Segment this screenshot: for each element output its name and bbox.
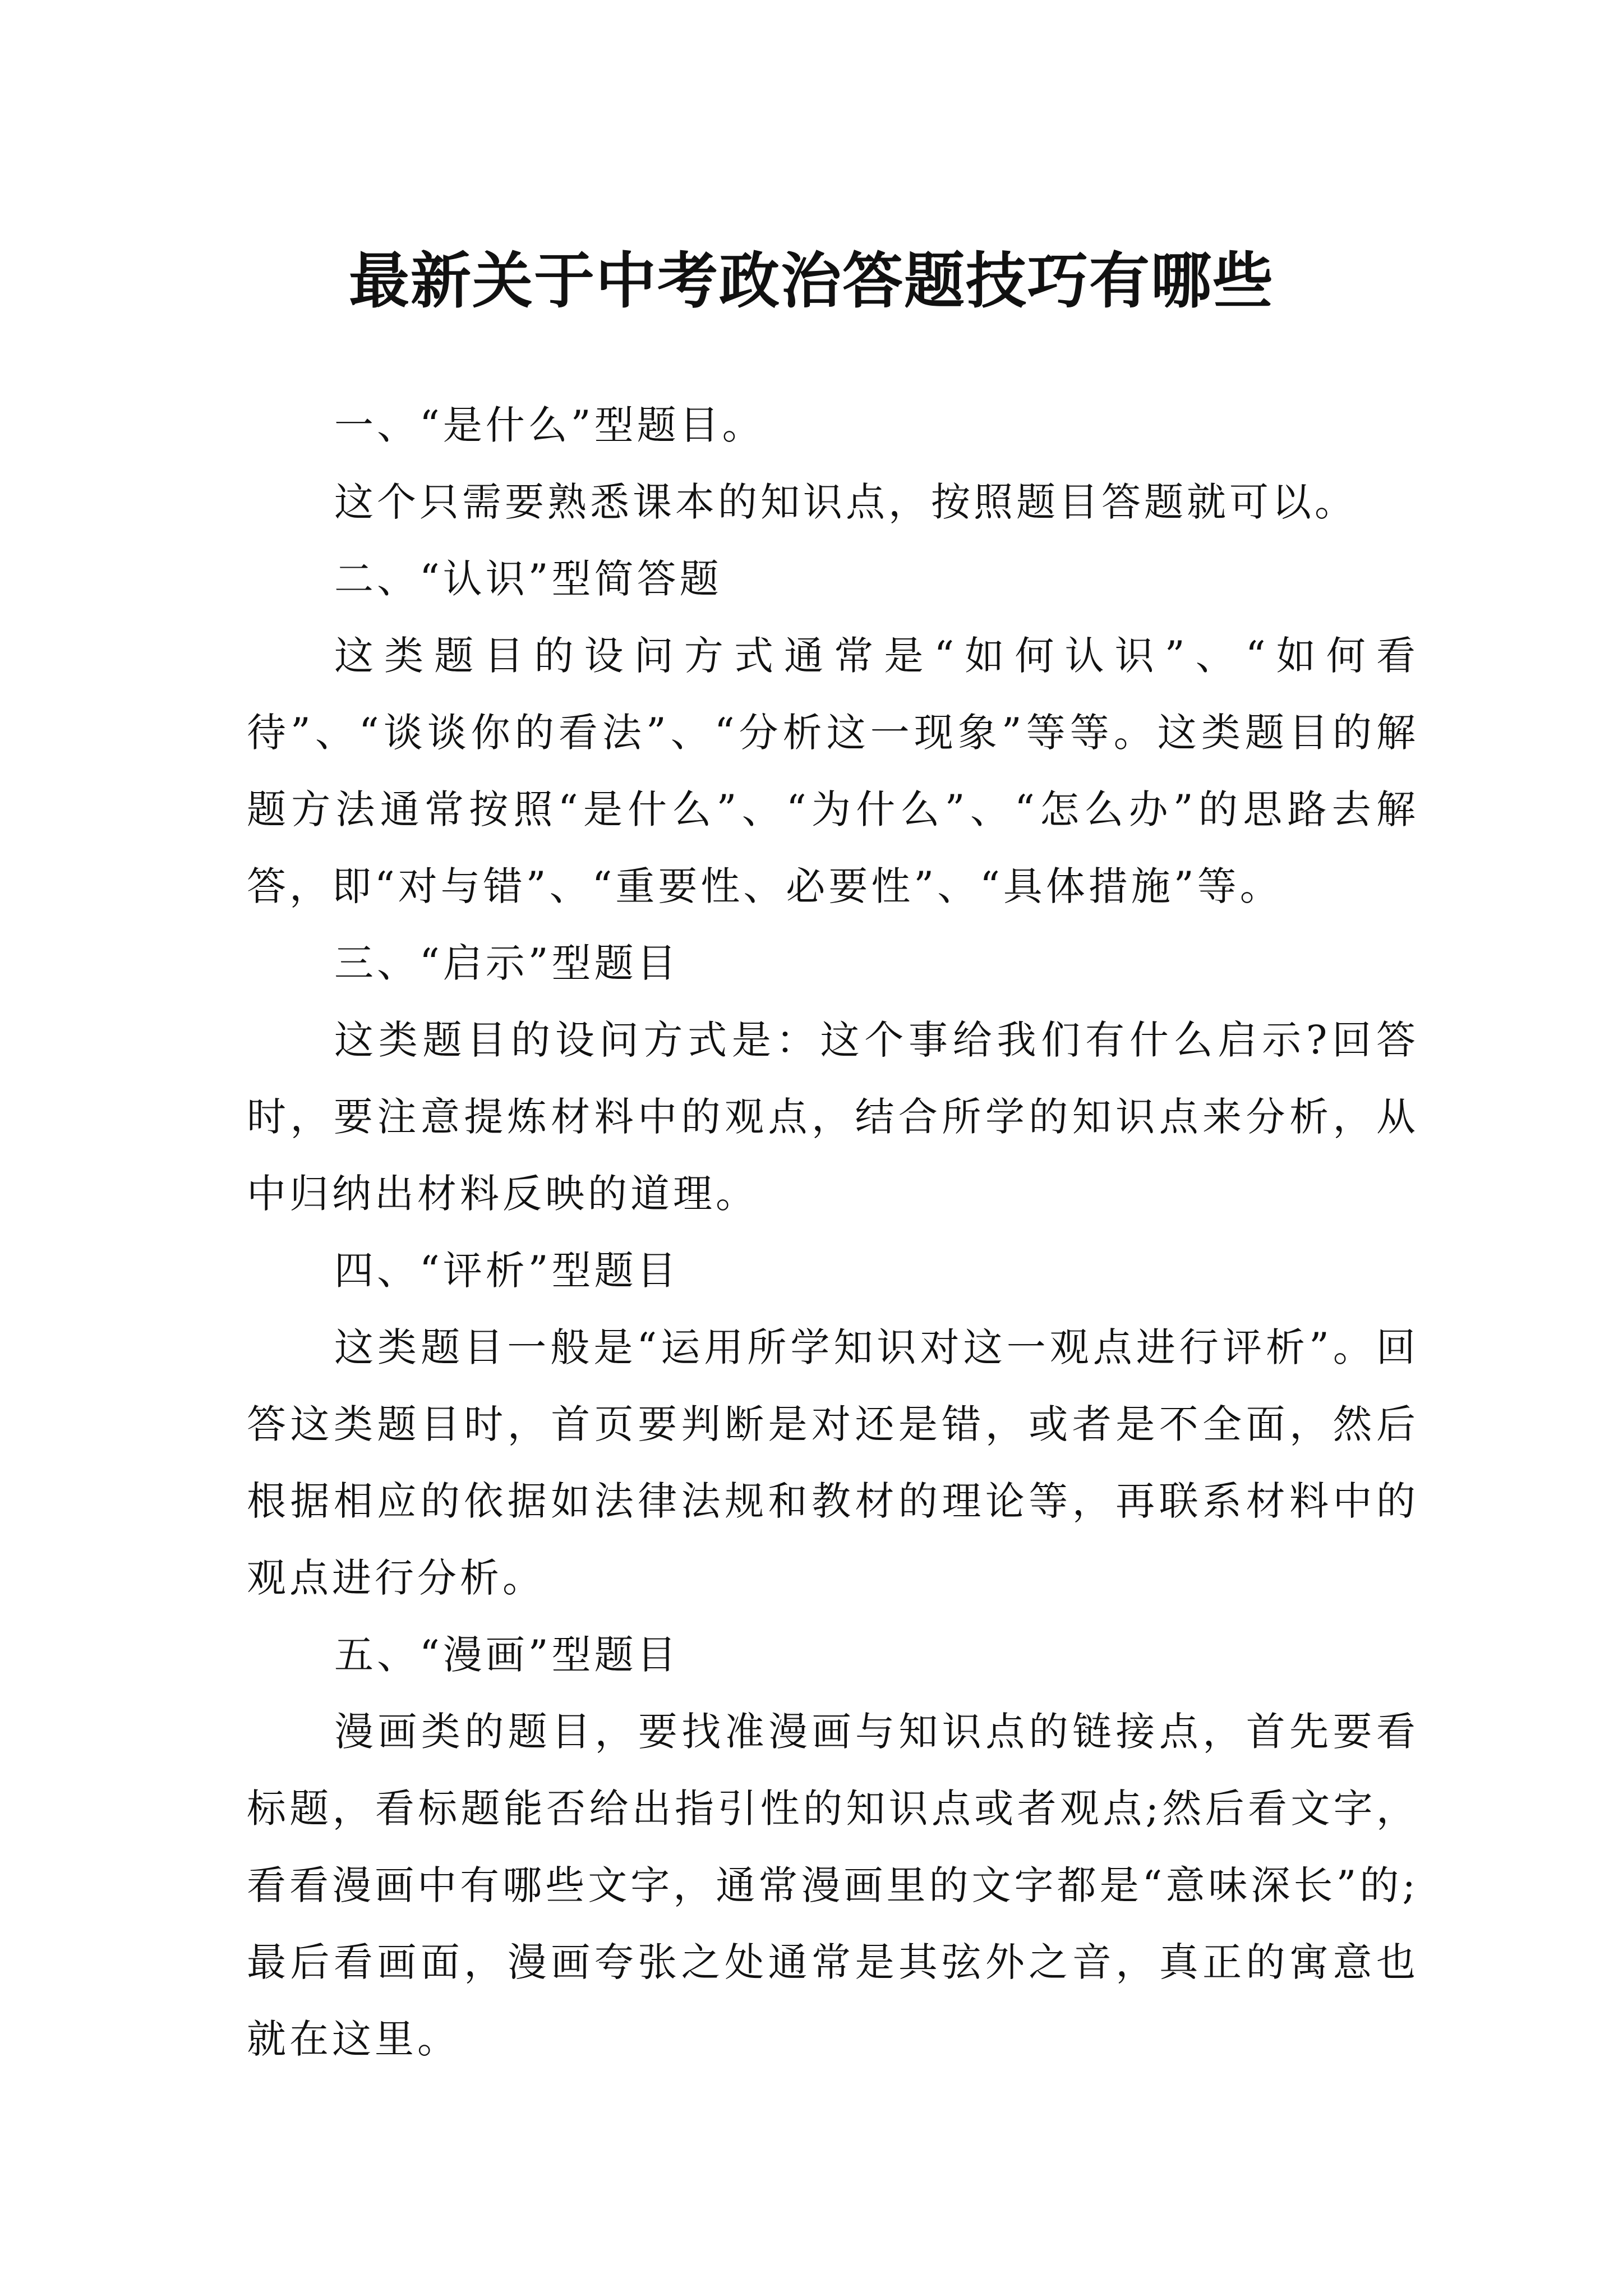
document-title: 最新关于中考政治答题技巧有哪些 xyxy=(348,246,1274,317)
paragraph-what-type: 这个只需要熟悉课本的知识点，按照题目答题就可以。 xyxy=(334,479,1357,525)
paragraph-evaluation-type: 这类题目一般是“运用所学知识对这一观点进行评析”。回答这类题目时，首页要判断是对还是错，或者是不全面，然后根据相应的依据如法律法规和教材的理论等，再联系材料中的观点进行分析。 xyxy=(247,1324,1419,1601)
heading-understanding-type: 二、“认识”型简答题 xyxy=(334,556,722,602)
heading-inspiration-type: 三、“启示”型题目 xyxy=(334,940,680,986)
heading-what-type: 一、“是什么”型题目。 xyxy=(334,402,765,448)
document-body xyxy=(247,387,1419,2078)
paragraph-understanding-type: 这类题目的设问方式通常是“如何认识”、“如何看待”、“谈谈你的看法”、“分析这一现象”等等。这类题目的解题方法通常按照“是什么”、“为什么”、“怎么办”的思路去解答，即“对与错”、“重要性、必要性”、“具体措施”等。 xyxy=(247,633,1419,909)
heading-evaluation-type: 四、“评析”型题目 xyxy=(334,1248,680,1294)
paragraph-cartoon-type: 漫画类的题目，要找准漫画与知识点的链接点，首先要看标题，看标题能否给出指引性的知识点或者观点;然后看文字，看看漫画中有哪些文字，通常漫画里的文字都是“意味深长”的;最后看画面，漫画夸张之处通常是其弦外之音，真正的寓意也就在这里。 xyxy=(247,1709,1419,2062)
paragraph-inspiration-type: 这类题目的设问方式是：这个事给我们有什么启示?回答时，要注意提炼材料中的观点，结合所学的知识点来分析，从中归纳出材料反映的道理。 xyxy=(247,1017,1419,1217)
heading-cartoon-type: 五、“漫画”型题目 xyxy=(334,1632,680,1678)
